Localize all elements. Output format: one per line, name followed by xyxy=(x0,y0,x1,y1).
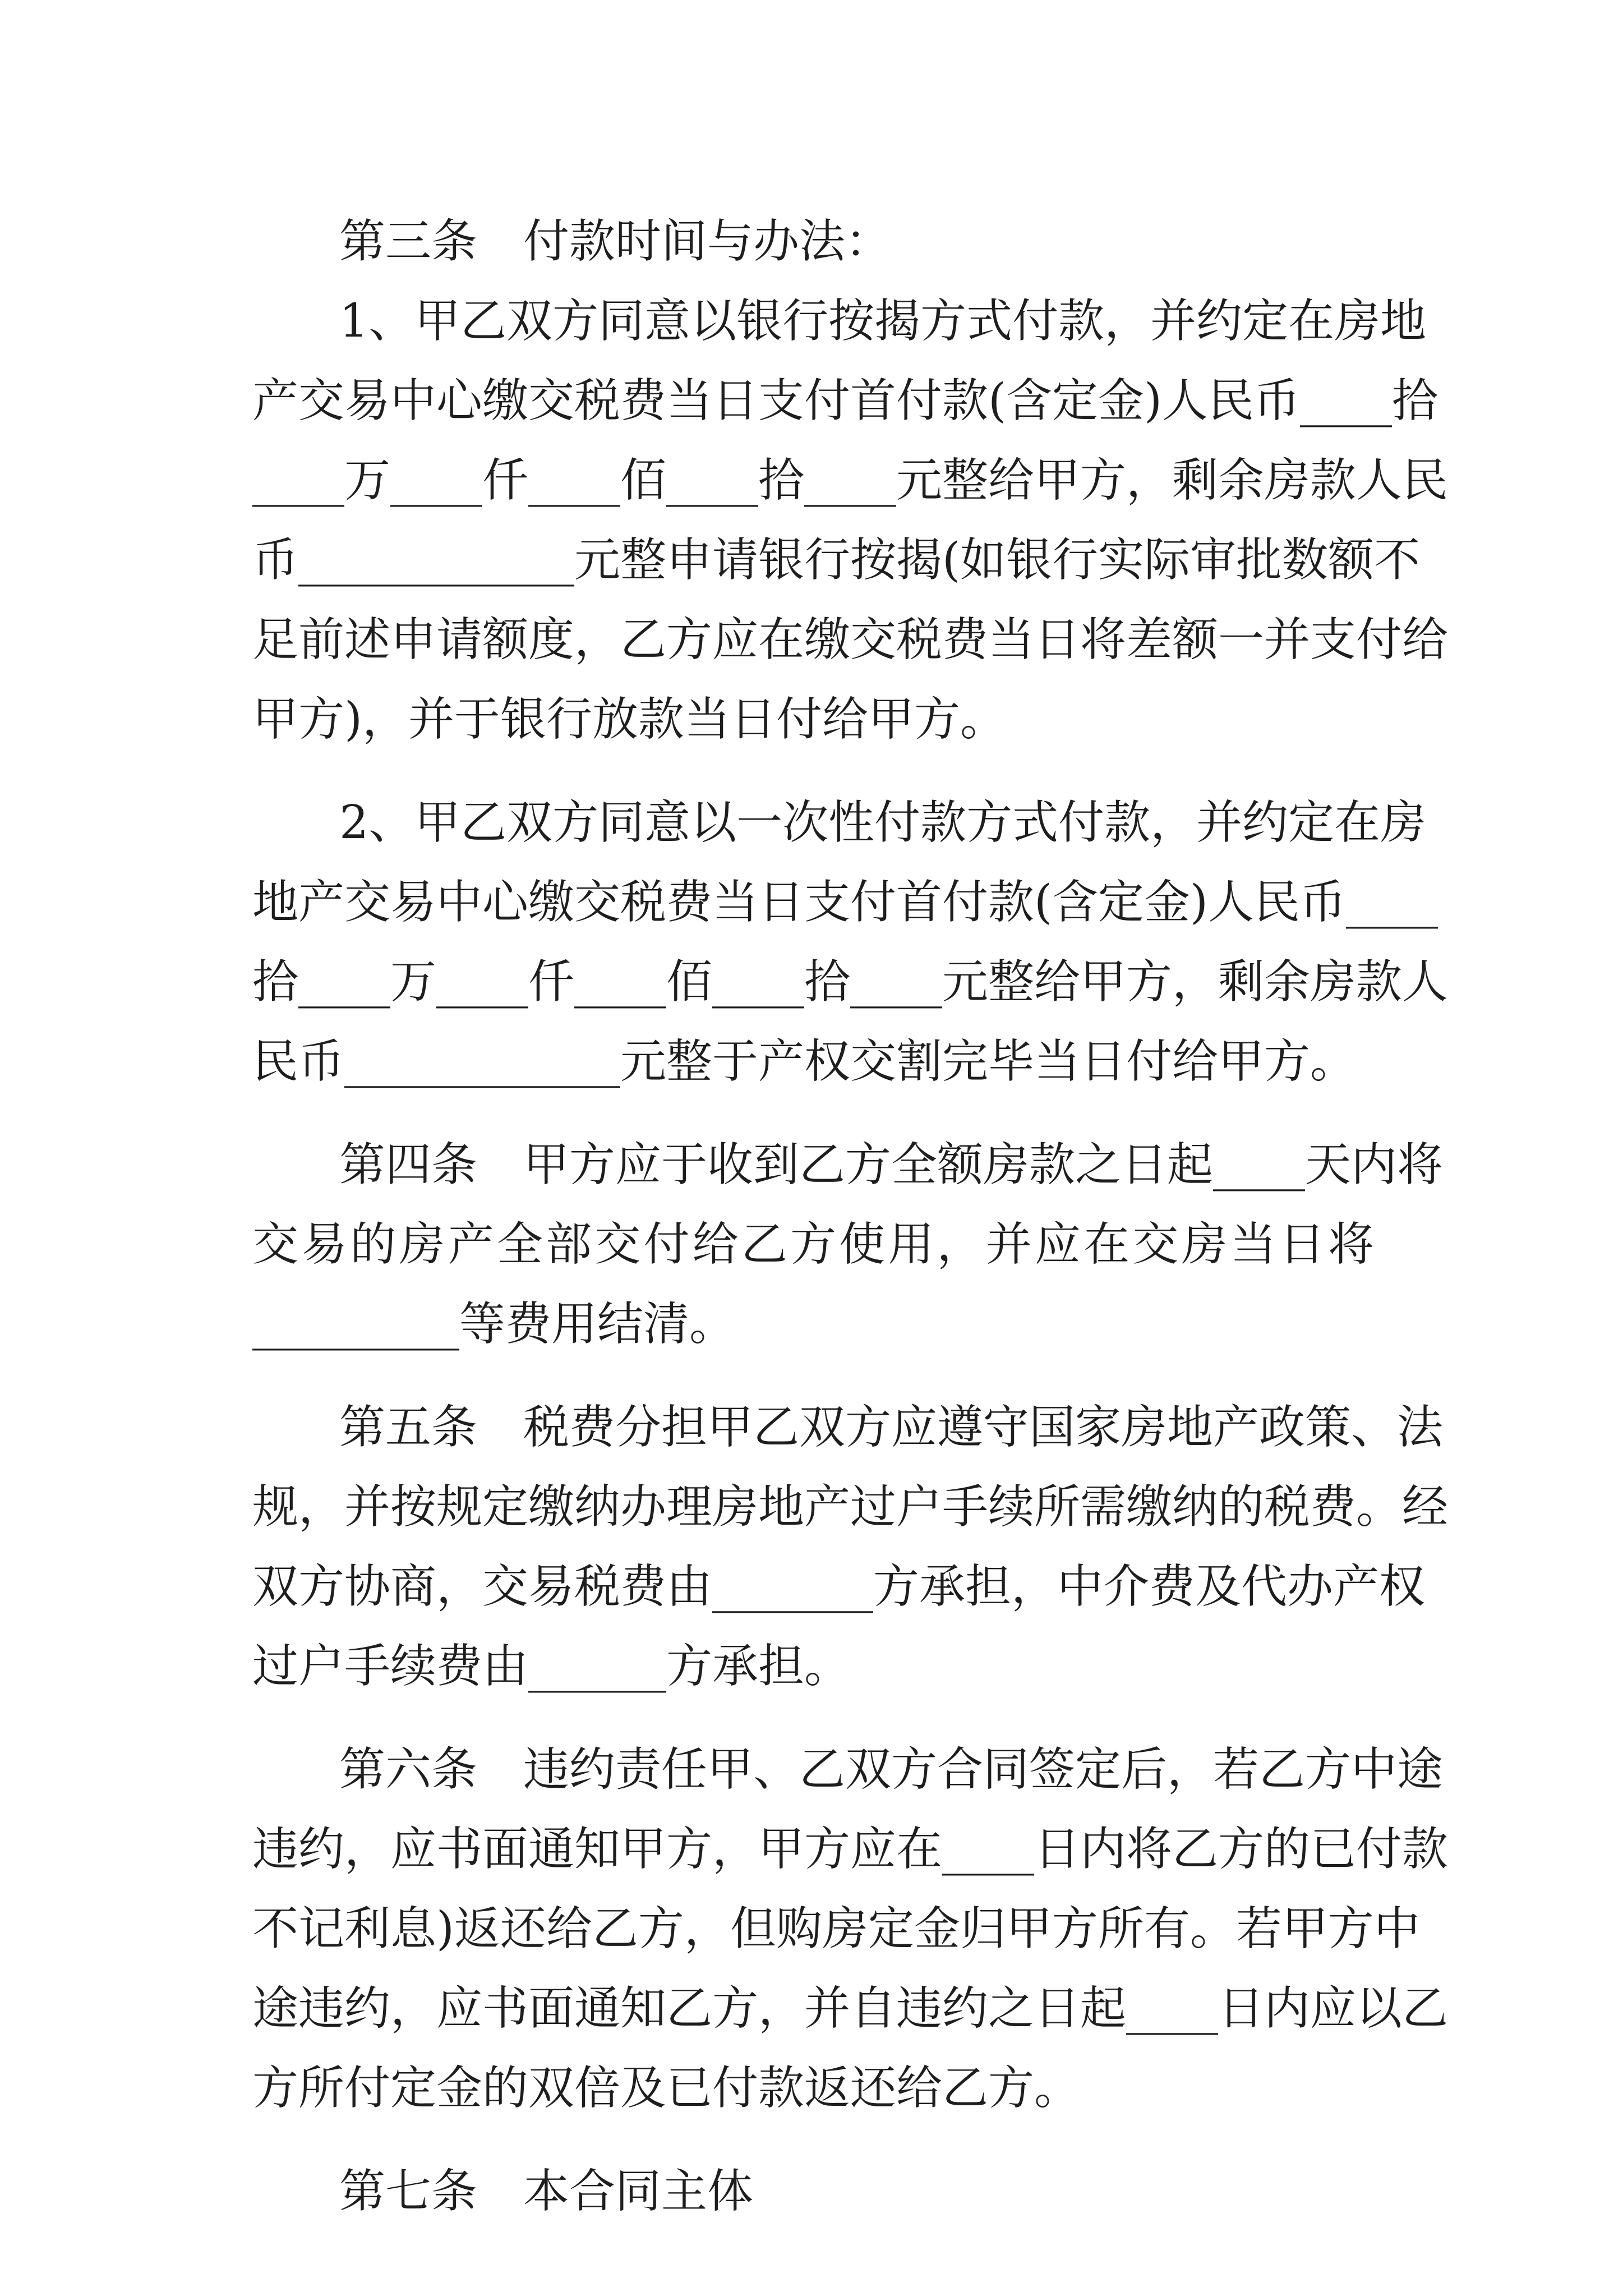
paragraph-gap xyxy=(252,1364,1374,1388)
article-7-heading: 第七条 本合同主体 xyxy=(339,2165,754,2218)
text-line: 违约，应书面通知甲方，甲方应在____日内将乙方的已付款 xyxy=(252,1823,1449,1876)
text-line: 途违约，应书面通知乙方，并自违约之日起____日内应以乙 xyxy=(252,1982,1449,2035)
contract-body xyxy=(252,202,1449,2231)
text-line: ____万____仟____佰____拾____元整给甲方，剩余房款人民 xyxy=(252,454,1449,507)
text-line: 不记利息)返还给乙方，但购房定金归甲方所有。若甲方中 xyxy=(252,1902,1420,1955)
text-line: _________等费用结清。 xyxy=(252,1297,736,1351)
text-line: 地产交易中心缴交税费当日支付首付款(含定金)人民币____ xyxy=(252,876,1438,929)
article-3-heading: 第三条 付款时间与办法： xyxy=(339,215,892,268)
text-line: 交易的房产全部交付给乙方使用，并应在交房当日将 xyxy=(252,1218,1374,1271)
text-line: 拾____万____仟____佰____拾____元整给甲方，剩余房款人 xyxy=(252,955,1449,1009)
article-6-line: 第六条 违约责任甲、乙双方合同签定后，若乙方中途 xyxy=(339,1743,1444,1796)
paragraph-gap xyxy=(252,760,1374,783)
text-line: 甲方)，并于银行放款当日付给甲方。 xyxy=(252,693,1006,746)
text-line: 币____________元整申请银行按揭(如银行实际审批数额不 xyxy=(252,533,1420,587)
text-line: 民币____________元整于产权交割完毕当日付给甲方。 xyxy=(252,1035,1357,1088)
article-4-line: 第四条 甲方应于收到乙方全额房款之日起____天内将 xyxy=(339,1138,1444,1191)
article-5-line: 第五条 税费分担甲乙双方应遵守国家房地产政策、法 xyxy=(339,1401,1444,1454)
text-line: 方所付定金的双倍及已付款返还给乙方。 xyxy=(252,2062,1081,2115)
text-line: 2、甲乙双方同意以一次性付款方式付款，并约定在房 xyxy=(339,796,1427,849)
text-line: 规，并按规定缴纳办理房地产过户手续所需缴纳的税费。经 xyxy=(252,1480,1449,1534)
text-line: 足前述申请额度，乙方应在缴交税费当日将差额一并支付给 xyxy=(252,613,1449,666)
text-line: 过户手续费由______方承担。 xyxy=(252,1640,851,1693)
text-line: 1、甲乙双方同意以银行按揭方式付款，并约定在房地 xyxy=(339,295,1427,348)
paragraph-gap xyxy=(252,1706,1374,1730)
text-line: 产交易中心缴交税费当日支付首付款(含定金)人民币____拾 xyxy=(252,374,1438,427)
paragraph-gap xyxy=(252,2128,1374,2152)
text-line: 双方协商，交易税费由_______方承担，中介费及代办产权 xyxy=(252,1560,1426,1613)
paragraph-gap xyxy=(252,1102,1374,1125)
